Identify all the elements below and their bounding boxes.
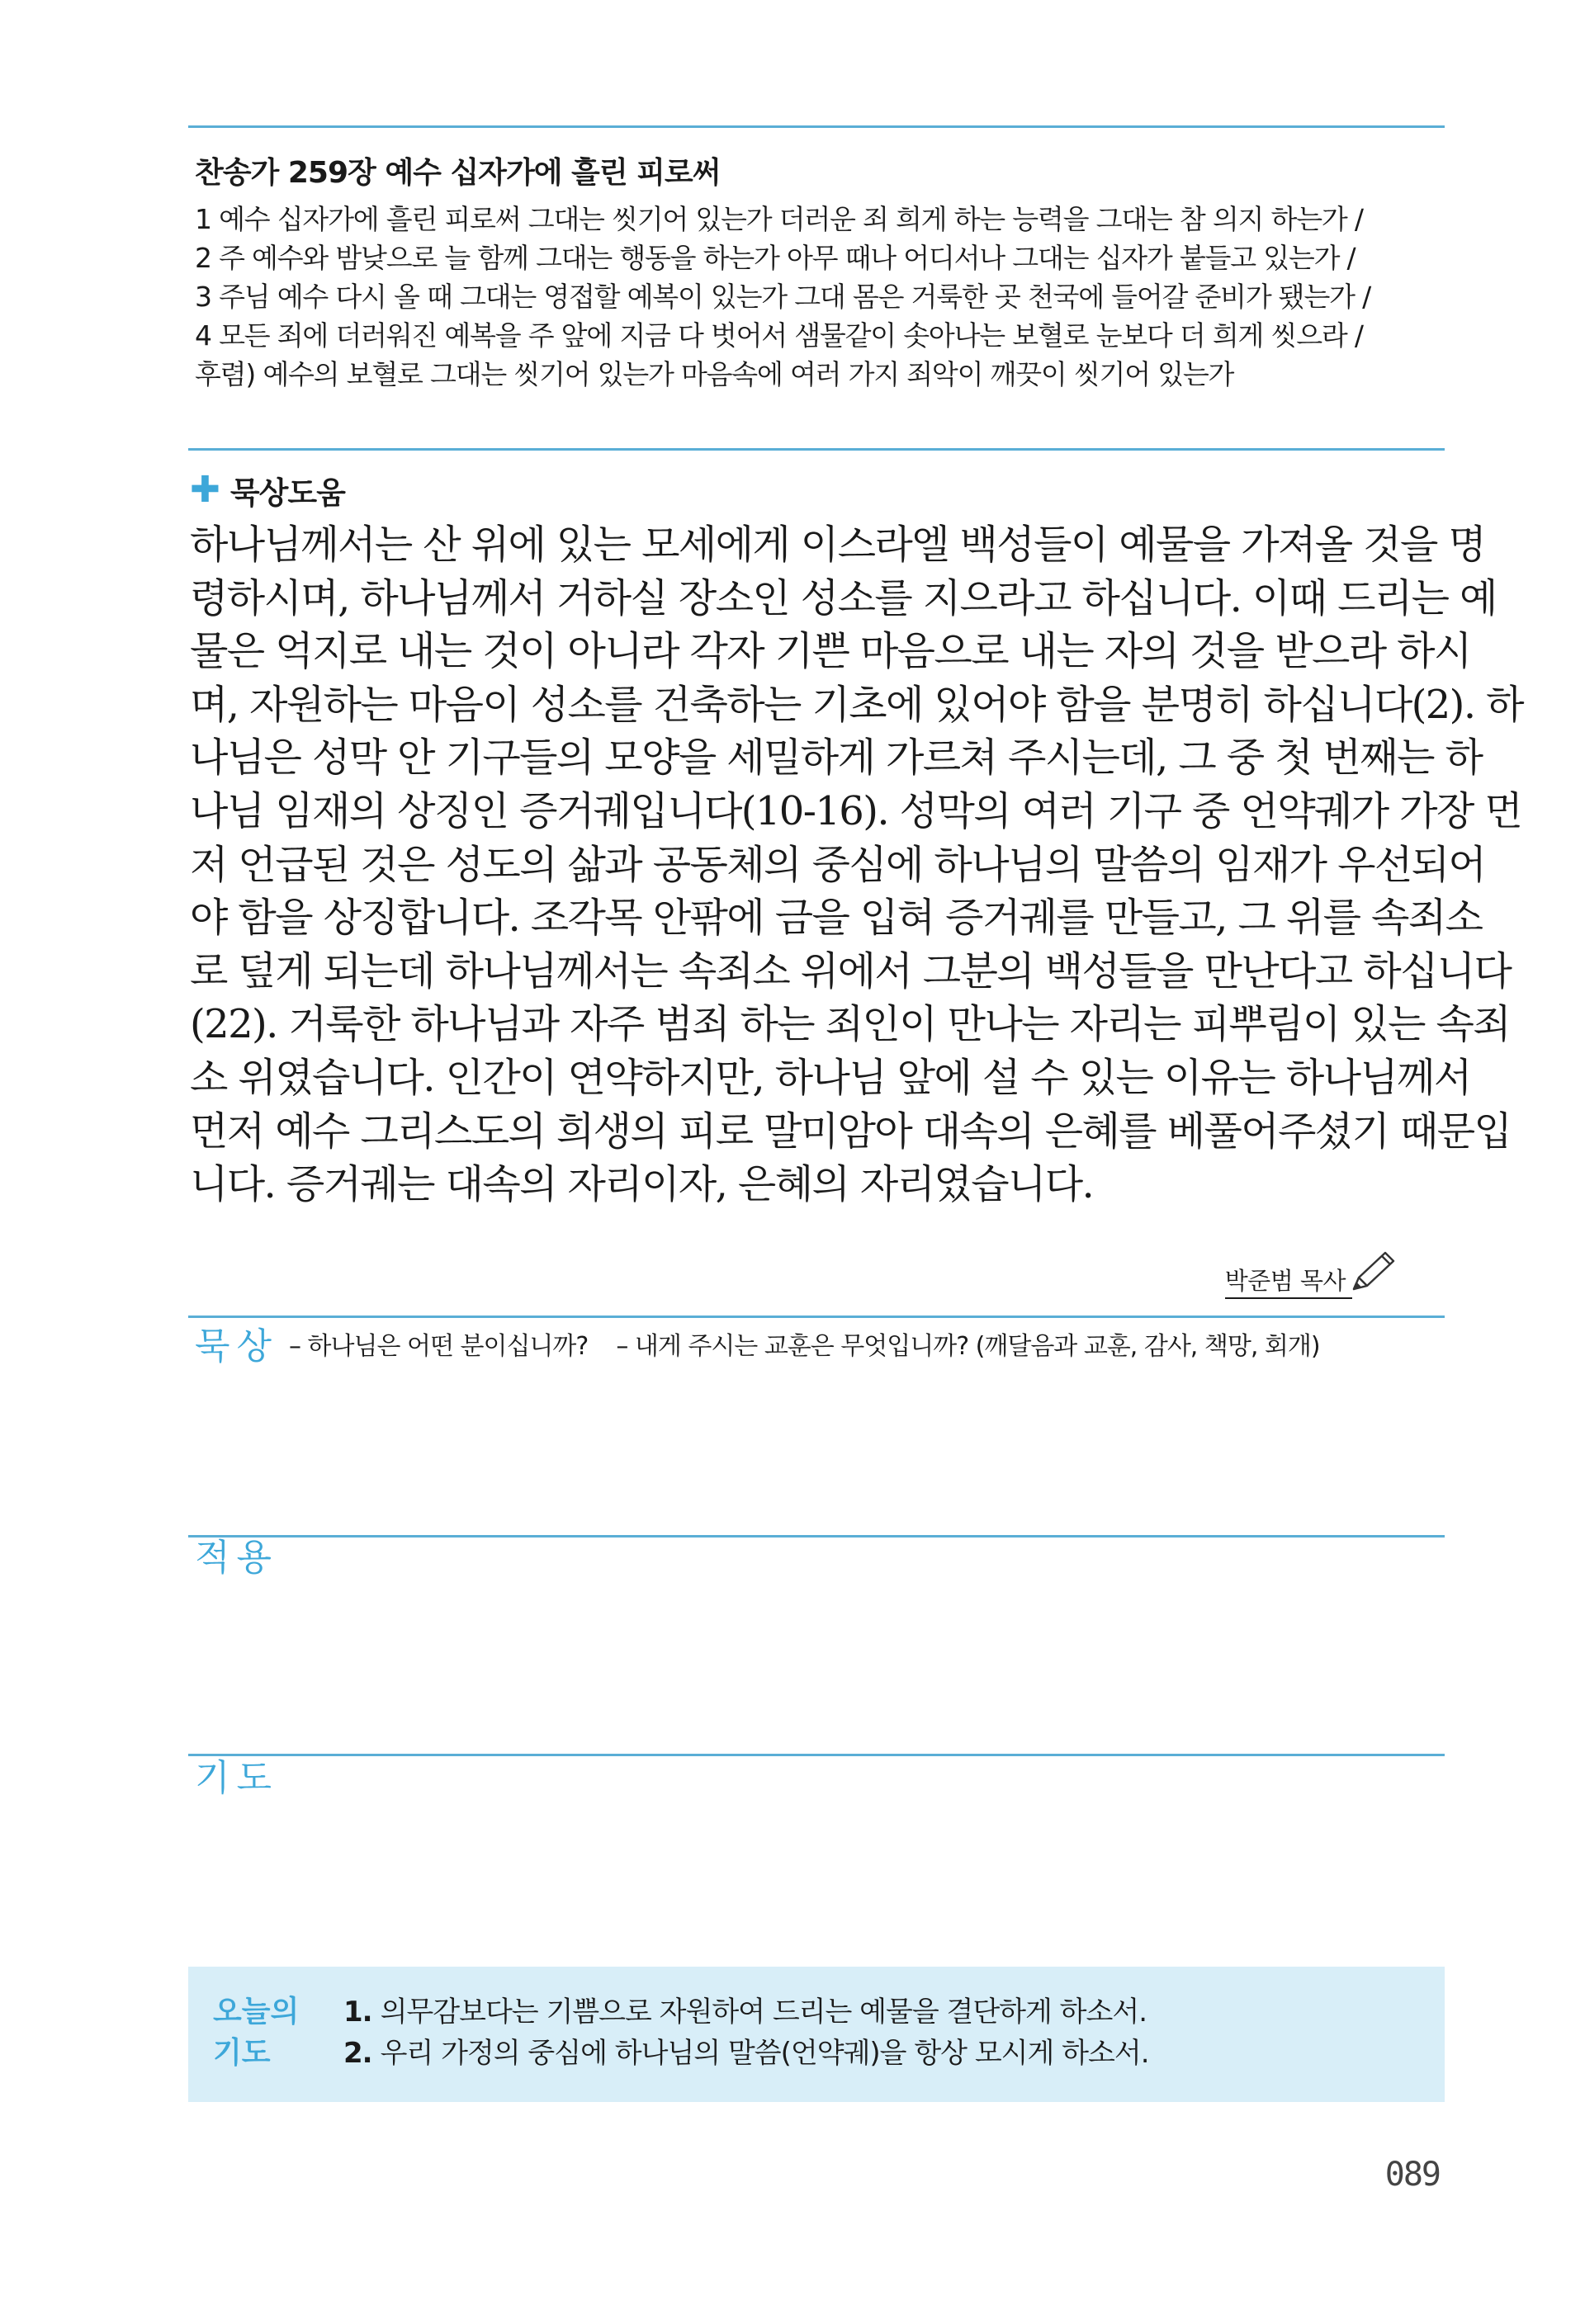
meditation-line: 며, 자원하는 마음이 성소를 건축하는 기초에 있어야 함을 분명히 하십니다(2). 하 (190, 681, 1523, 728)
meditation-line: 나님은 성막 안 기구들의 모양을 세밀하게 가르쳐 주시는데, 그 중 첫 번째는 하 (190, 735, 1483, 782)
meditation-heading-label: 묵상도움 (229, 475, 345, 511)
apply-title: 적용 (195, 1537, 279, 1579)
pencil-icon (1347, 1248, 1398, 1296)
meditation-line: 먼저 예수 그리스도의 희생의 피로 말미암아 대속의 은혜를 베풀어주셨기 때문입 (190, 1108, 1512, 1155)
prayer-item-number: 1. (343, 1996, 372, 2029)
prayer-item (343, 2033, 1149, 2074)
meditation-line: 저 언급된 것은 성도의 삶과 공동체의 중심에 하나님의 말씀의 임재가 우선되어 (190, 841, 1486, 888)
apply-rule (188, 1535, 1445, 1538)
page-number: 089 (1384, 2156, 1440, 2194)
meditation-line: 물은 억지로 내는 것이 아니라 각자 기쁜 마음으로 내는 자의 것을 받으라 하시 (190, 628, 1471, 675)
hymn-block (195, 154, 1445, 394)
hymn-line-1: 1 예수 십자가에 흘린 피로써 그대는 씻기어 있는가 더러운 죄 희게 하는 능력을 그대는 참 의지 하는가 / (195, 203, 1363, 235)
meditation-line: 나님 임재의 상징인 증거궤입니다(10-16). 성막의 여러 기구 중 언약궤가 가장 먼 (190, 787, 1522, 834)
muksang-rule (188, 1316, 1445, 1318)
todays-prayer-title-line2: 기도 (213, 2036, 271, 2070)
hymn-line-3: 3 주님 예수 다시 올 때 그대는 영접할 예복이 있는가 그대 몸은 거룩한 곳 천국에 들어갈 준비가 됐는가 / (195, 281, 1371, 313)
muksang-questions (289, 1329, 1320, 1365)
todays-prayer-box (188, 1967, 1445, 2102)
author-name: 박준범 목사 (1225, 1264, 1352, 1299)
hymn-line-4: 4 모든 죄에 더러워진 예복을 주 앞에 지금 다 벗어서 샘물같이 솟아나는 보혈로 눈보다 더 희게 씻으라 / (195, 319, 1363, 352)
top-rule (188, 125, 1445, 128)
meditation-line: (22). 거룩한 하나님과 자주 범죄 하는 죄인이 만나는 자리는 피뿌림이 있는 속죄 (190, 1001, 1511, 1048)
author-signature (1225, 1248, 1398, 1299)
pray-rule (188, 1754, 1445, 1756)
prayer-item (343, 1991, 1149, 2033)
meditation-line-last: 니다. 증거궤는 대속의 자리이자, 은혜의 자리였습니다. (190, 1161, 1094, 1208)
meditation-line: 하나님께서는 산 위에 있는 모세에게 이스라엘 백성들이 예물을 가져올 것을 명 (190, 522, 1486, 568)
prayer-item-number: 2. (343, 2037, 372, 2070)
hymn-title: 찬송가 259장 예수 십자가에 흘린 피로써 (195, 156, 721, 190)
hymn-refrain: 후렴) 예수의 보혈로 그대는 씻기어 있는가 마음속에 여러 가지 죄악이 깨끗이 씻기어 있는가 (195, 358, 1234, 390)
plus-icon: ✚ (190, 469, 220, 511)
todays-prayer-title-line1: 오늘의 (213, 1995, 300, 2029)
todays-prayer-title (213, 1991, 299, 2074)
pray-title: 기도 (195, 1757, 279, 1799)
muksang-question-2: – 내게 주시는 교훈은 무엇입니까? (깨달음과 교훈, 감사, 책망, 회개) (616, 1332, 1320, 1361)
muksang-title: 묵상 (195, 1325, 279, 1367)
prayer-item-text: 우리 가정의 중심에 하나님의 말씀(언약궤)을 항상 모시게 하소서. (380, 2037, 1149, 2070)
meditation-line: 소 위였습니다. 인간이 연약하지만, 하나님 앞에 설 수 있는 이유는 하나님께서 (190, 1054, 1471, 1101)
hymn-line-2: 2 주 예수와 밤낮으로 늘 함께 그대는 행동을 하는가 아무 때나 어디서나 그대는 십자가 붙들고 있는가 / (195, 242, 1356, 274)
meditation-body (190, 518, 1523, 1212)
prayer-item-text: 의무감보다는 기쁨으로 자원하여 드리는 예물을 결단하게 하소서. (380, 1996, 1147, 2029)
hymn-bottom-rule (188, 448, 1445, 451)
meditation-line: 로 덮게 되는데 하나님께서는 속죄소 위에서 그분의 백성들을 만난다고 하십니다 (190, 947, 1512, 994)
meditation-line: 야 함을 상징합니다. 조각목 안팎에 금을 입혀 증거궤를 만들고, 그 위를 속죄소 (190, 895, 1483, 942)
todays-prayer-list (343, 1991, 1149, 2074)
meditation-heading (190, 467, 345, 513)
meditation-line: 령하시며, 하나님께서 거하실 장소인 성소를 지으라고 하십니다. 이때 드리는 예 (190, 574, 1497, 621)
muksang-question-1: – 하나님은 어떤 분이십니까? (289, 1332, 589, 1361)
